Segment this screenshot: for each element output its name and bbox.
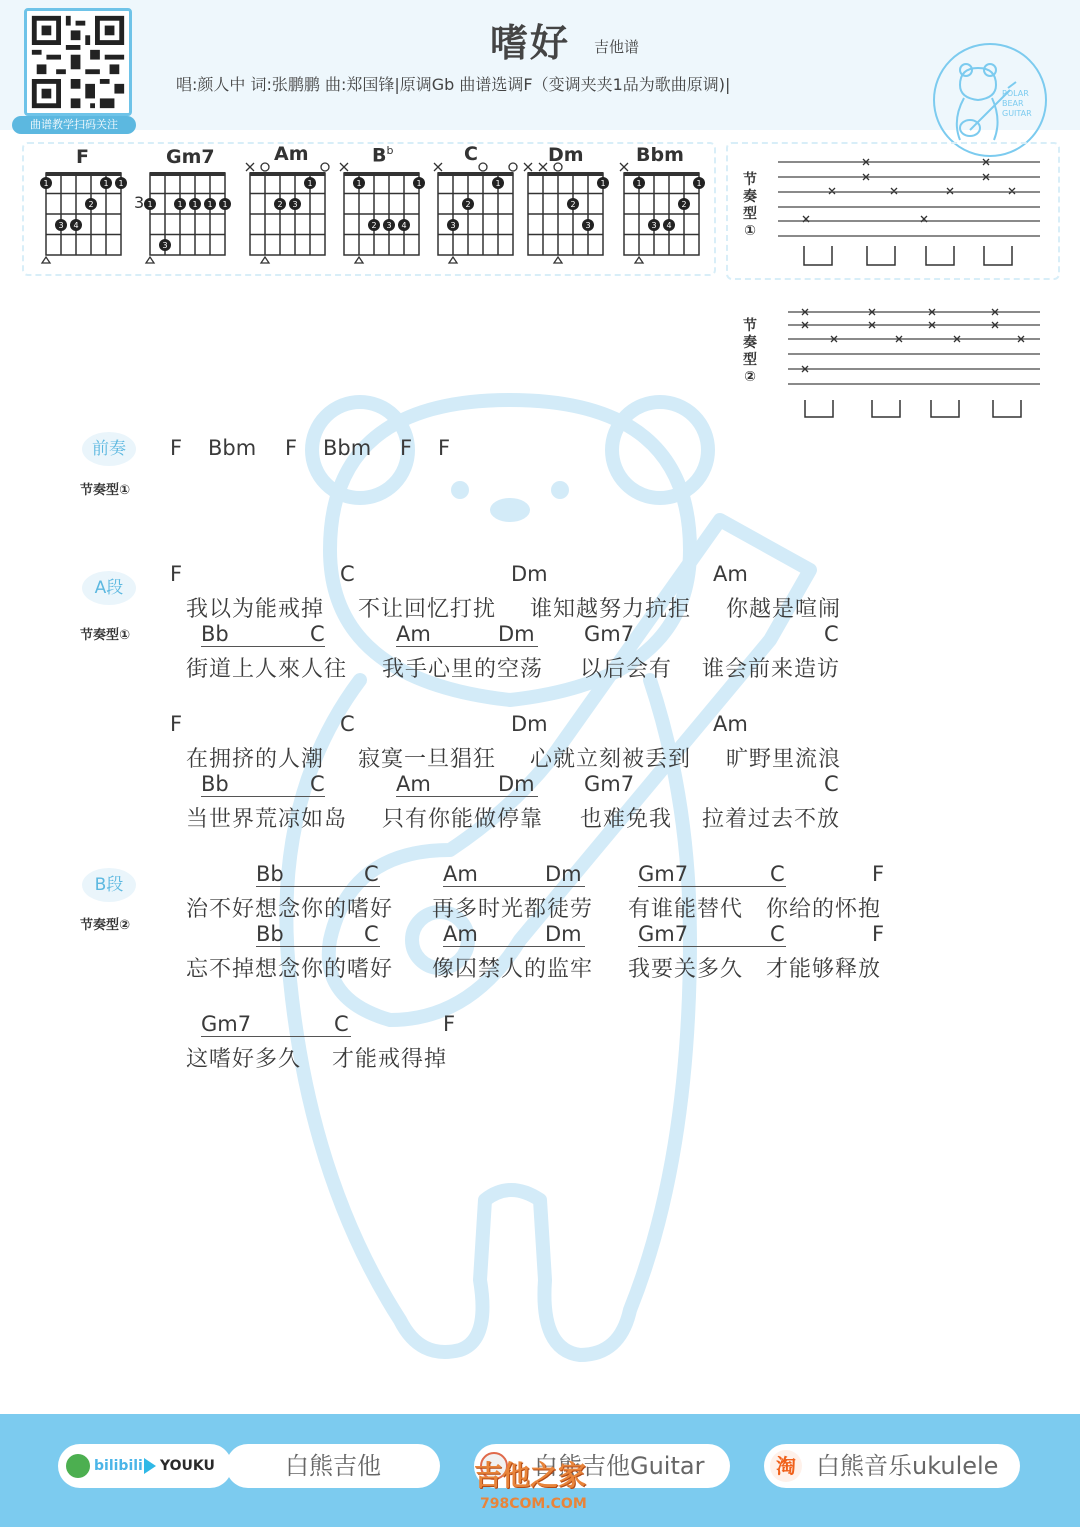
lyric-phrase: 这嗜好多久 — [186, 1047, 302, 1072]
chord-label: C — [310, 772, 325, 796]
svg-text:4: 4 — [401, 221, 407, 230]
chord-label: Bb — [256, 922, 284, 946]
chord-label: F — [400, 436, 413, 460]
chord-underline — [256, 946, 380, 947]
svg-text:1: 1 — [495, 179, 501, 188]
taobao-icon: 淘 — [770, 1450, 802, 1482]
svg-text:2: 2 — [465, 200, 471, 209]
channel-link-2[interactable]: 白熊吉他Guitar — [474, 1444, 730, 1488]
chord-label: F — [438, 436, 451, 460]
lyric-phrase: 寂寞一旦猖狂 — [358, 747, 497, 772]
rhythm-pattern-2-label: 节奏型② — [743, 318, 757, 385]
chord-label: Dm — [511, 712, 548, 736]
lyric-phrase: 拉着过去不放 — [702, 807, 841, 832]
svg-text:1: 1 — [222, 200, 228, 209]
svg-text:1: 1 — [43, 179, 49, 188]
lyric-phrase: 旷野里流浪 — [726, 747, 842, 772]
svg-text:3: 3 — [450, 221, 456, 230]
svg-text:3: 3 — [162, 241, 168, 250]
chord-diagram-title: Am — [274, 143, 309, 165]
svg-text:3: 3 — [386, 221, 392, 230]
chord-label: C — [770, 922, 785, 946]
site-watermark-url: 798COM.COM — [480, 1496, 587, 1512]
youku-label: YOUKU — [160, 1458, 215, 1474]
rhythm-pattern-1-label: 节奏型① — [743, 172, 757, 239]
lyric-phrase: 不让回忆打扰 — [358, 597, 497, 622]
svg-text:1: 1 — [356, 179, 362, 188]
chord-underline — [201, 796, 325, 797]
svg-text:1: 1 — [103, 179, 109, 188]
lyric-phrase: 当世界荒凉如岛 — [186, 807, 348, 832]
chord-c-diagram — [434, 163, 517, 263]
lyric-phrase: 你给的怀抱 — [766, 897, 882, 922]
lyric-phrase: 我手心里的空荡 — [382, 657, 544, 682]
lyric-phrase: 再多时光都徒劳 — [432, 897, 594, 922]
rhythm-pattern-1 — [770, 150, 1070, 275]
chord-label: F — [872, 922, 885, 946]
section-rhythm-tag: 节奏型① — [80, 628, 131, 643]
chord-label: F — [285, 436, 298, 460]
lyric-phrase: 忘不掉想念你的嗜好 — [186, 957, 394, 982]
lyric-phrase: 街道上人來人往 — [186, 657, 348, 682]
svg-text:2: 2 — [277, 200, 283, 209]
chord-label: Bbm — [208, 436, 257, 460]
lyric-phrase: 只有你能做停靠 — [382, 807, 544, 832]
lyric-phrase: 有谁能替代 — [628, 897, 744, 922]
chord-underline — [256, 886, 380, 887]
chord-label: Gm7 — [584, 772, 635, 796]
chord-underline — [201, 646, 325, 647]
svg-text:4: 4 — [73, 221, 79, 230]
chord-label: Dm — [545, 922, 582, 946]
lyric-phrase: 你越是喧闹 — [726, 597, 842, 622]
chord-label: C — [364, 922, 379, 946]
svg-text:1: 1 — [207, 200, 213, 209]
chord-label: Dm — [498, 772, 535, 796]
rhythm-pattern-2 — [780, 300, 1080, 425]
svg-text:1: 1 — [307, 179, 313, 188]
qr-code[interactable] — [24, 8, 132, 116]
lyric-phrase: 心就立刻被丢到 — [530, 747, 692, 772]
svg-text:2: 2 — [88, 200, 94, 209]
chord-label: Am — [713, 562, 748, 586]
chord-label: C — [310, 622, 325, 646]
chord-label: Am — [443, 862, 478, 886]
chord-label: C — [340, 712, 355, 736]
lyric-phrase: 我以为能戒掉 — [186, 597, 325, 622]
chord-underline — [638, 946, 786, 947]
chord-diagram-title: Bbm — [636, 144, 684, 166]
chord-label: Dm — [498, 622, 535, 646]
chord-underline — [201, 1036, 351, 1037]
lyric-phrase: 在拥挤的人潮 — [186, 747, 325, 772]
svg-text:BEAR: BEAR — [1002, 99, 1024, 108]
chord-underline — [638, 886, 786, 887]
chord-label: F — [170, 712, 183, 736]
section-rhythm-tag: 节奏型① — [80, 483, 131, 498]
chord-label: F — [170, 562, 183, 586]
svg-text:1: 1 — [192, 200, 198, 209]
qr-caption: 曲谱教学扫码关注 — [12, 116, 136, 134]
chord-label: Gm7 — [638, 922, 689, 946]
wechat-icon — [66, 1454, 90, 1478]
chord-label: C — [334, 1012, 349, 1036]
chord-label: Gm7 — [201, 1012, 252, 1036]
section-badge-prelude: 前奏 — [82, 432, 136, 466]
section-badge-b: B段 — [82, 868, 136, 902]
chord-underline — [443, 946, 585, 947]
chord-underline — [396, 796, 538, 797]
svg-text:2: 2 — [570, 200, 576, 209]
svg-text:2: 2 — [681, 200, 687, 209]
chord-diagram-title: Dm — [548, 144, 584, 166]
chord-bbm-diagram — [620, 163, 705, 263]
chord-underline — [396, 646, 538, 647]
lyric-phrase: 我要关多久 — [628, 957, 744, 982]
chord-dm-diagram — [524, 163, 609, 263]
chord-label: Am — [443, 922, 478, 946]
chord-diagram-title: Gm7 — [166, 146, 215, 168]
svg-text:1: 1 — [177, 200, 183, 209]
chord-label: Bb — [201, 772, 229, 796]
lyric-phrase: 也难免我 — [580, 807, 673, 832]
svg-text:3: 3 — [585, 221, 591, 230]
chord-diagrams — [0, 160, 720, 270]
chord-label: Am — [396, 772, 431, 796]
svg-text:1: 1 — [696, 179, 702, 188]
svg-text:2: 2 — [371, 221, 377, 230]
svg-text:3: 3 — [58, 221, 64, 230]
chord-label: C — [824, 622, 839, 646]
chord-f-diagram — [40, 173, 127, 263]
section-rhythm-tag: 节奏型② — [80, 918, 131, 933]
svg-text:1: 1 — [416, 179, 422, 188]
platform-badges[interactable] — [58, 1444, 232, 1488]
site-watermark-name: 吉他之家 — [474, 1459, 587, 1492]
lyric-phrase: 才能够释放 — [766, 957, 882, 982]
song-title: 嗜好 — [490, 21, 571, 65]
chord-diagram-title: C — [464, 143, 478, 165]
svg-text:POLAR: POLAR — [1002, 89, 1029, 98]
chord-label: Gm7 — [584, 622, 635, 646]
lyric-phrase: 谁知越努力抗拒 — [530, 597, 692, 622]
chord-label: Am — [396, 622, 431, 646]
bilibili-label: bilibili — [94, 1458, 143, 1474]
chord-diagram-title: $B^b$ — [372, 144, 394, 167]
chord-bb-diagram — [340, 163, 425, 263]
chord-label: Bbm — [323, 436, 372, 460]
chord-label: C — [364, 862, 379, 886]
channel-link-1[interactable]: 白熊吉他 — [226, 1444, 440, 1488]
lyric-phrase: 治不好想念你的嗜好 — [186, 897, 394, 922]
chord-am-diagram — [246, 163, 329, 263]
lyric-phrase: 谁会前来造访 — [702, 657, 841, 682]
youku-play-icon — [144, 1458, 156, 1474]
chord-label: C — [770, 862, 785, 886]
svg-text:3: 3 — [651, 221, 657, 230]
lyric-phrase: 像囚禁人的监牢 — [432, 957, 594, 982]
song-subtitle: 吉他谱 — [594, 38, 640, 56]
svg-text:1: 1 — [636, 179, 642, 188]
chord-underline — [443, 886, 585, 887]
chord-diagram-title: F — [76, 146, 89, 168]
chord-label: Bb — [256, 862, 284, 886]
chord-gm7-diagram — [144, 173, 231, 263]
chord-label: C — [824, 772, 839, 796]
chord-label: C — [340, 562, 355, 586]
gm7-fret-marker: 3 — [134, 193, 145, 212]
svg-text:4: 4 — [666, 221, 672, 230]
svg-text:1: 1 — [600, 179, 606, 188]
svg-text:1: 1 — [118, 179, 124, 188]
chord-label: F — [872, 862, 885, 886]
section-badge-a: A段 — [82, 571, 136, 605]
channel-link-3[interactable]: 淘 白熊音乐ukulele — [764, 1444, 1020, 1488]
chord-label: Am — [713, 712, 748, 736]
svg-text:3: 3 — [292, 200, 298, 209]
chord-label: Bb — [201, 622, 229, 646]
chord-label: F — [170, 436, 183, 460]
lyric-phrase: 才能戒得掉 — [332, 1047, 448, 1072]
chord-label: Dm — [545, 862, 582, 886]
chord-label: F — [443, 1012, 456, 1036]
chord-label: Gm7 — [638, 862, 689, 886]
svg-text:GUITAR: GUITAR — [1002, 109, 1032, 118]
bear-watermark — [250, 380, 850, 1400]
song-meta: 唱:颜人中 词:张鹏鹏 曲:郑国锋|原调Gb 曲谱选调F（变调夹夹1品为歌曲原调)| — [176, 75, 731, 94]
lyric-phrase: 以后会有 — [580, 657, 673, 682]
svg-text:1: 1 — [147, 200, 153, 209]
chord-label: Dm — [511, 562, 548, 586]
